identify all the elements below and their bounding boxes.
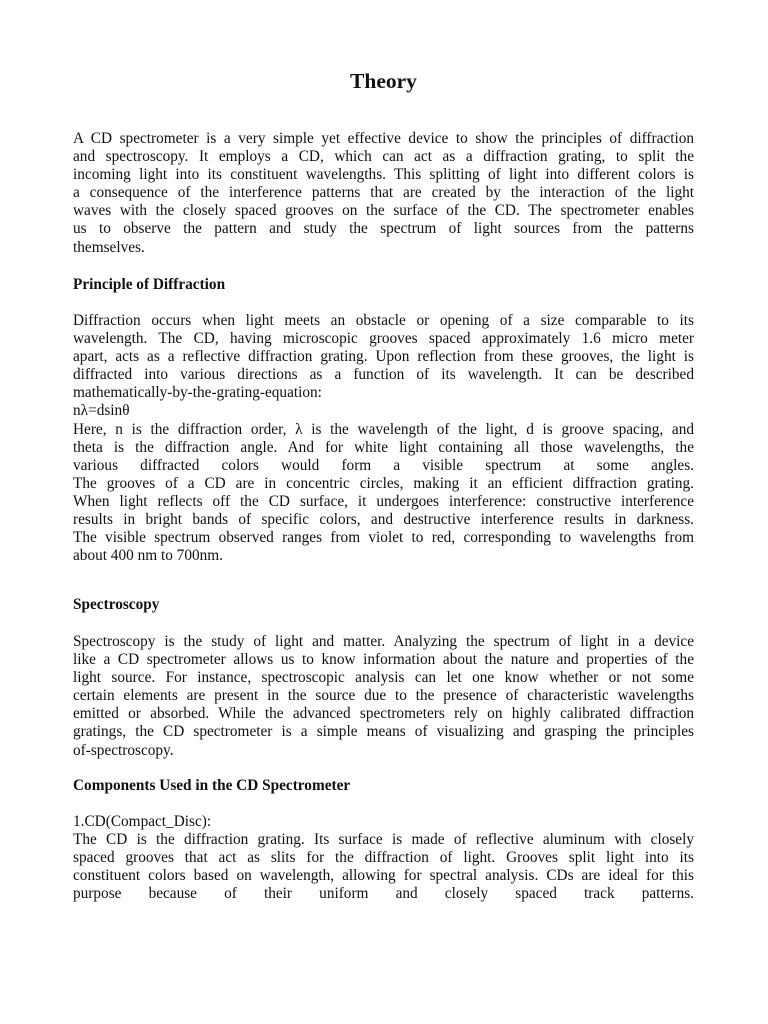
diffraction-line: results in bright bands of specific colors, and destructive interference results in darkness. — [73, 511, 694, 529]
intro-line: themselves. — [73, 238, 145, 256]
spectroscopy-line: certain elements are present in the source due to the presence of characteristic wavelengths — [73, 687, 694, 705]
spectroscopy-line: Spectroscopy is the study of light and matter. Analyzing the spectrum of light in a device — [73, 633, 694, 650]
diffraction-line: apart, acts as a reflective diffraction grating. Upon reflection from these grooves, the light is — [73, 348, 694, 366]
diffraction-line: When light reflects off the CD surface, it undergoes interference: constructive interference — [73, 492, 694, 510]
intro-line: waves with the closely spaced grooves on the surface of the CD. The spectrometer enables — [73, 202, 694, 220]
diffraction-line: theta is the diffraction angle. And for white light containing all those wavelengths, the — [73, 438, 694, 456]
spectroscopy-paragraph — [73, 633, 694, 760]
component-line: spaced grooves that act as slits for the diffraction of light. Grooves split light into its — [73, 849, 694, 867]
intro-line: A CD spectrometer is a very simple yet effective device to show the principles of diffraction — [73, 130, 694, 147]
section-heading-diffraction: Principle of Diffraction — [73, 276, 226, 293]
spectroscopy-line: of-spectroscopy. — [73, 741, 174, 759]
grating-equation: nλ=dsinθ — [73, 402, 130, 420]
diffraction-line: diffracted into various directions as a function of its wavelength. It can be described — [73, 366, 694, 384]
spectroscopy-line: gratings, the CD spectrometer is a simple means of visualizing and grasping the principles — [73, 723, 694, 741]
page-title: Theory — [350, 69, 417, 93]
section-heading-spectroscopy: Spectroscopy — [73, 596, 160, 613]
intro-line: and spectroscopy. It employs a CD, which can act as a diffraction grating, to split the — [73, 148, 694, 166]
intro-paragraph — [73, 130, 694, 257]
components-paragraph — [73, 813, 694, 903]
section-heading-components: Components Used in the CD Spectrometer — [73, 777, 351, 794]
diffraction-line: wavelength. The CD, having microscopic grooves spaced approximately 1.6 micro meter — [73, 330, 694, 348]
spectroscopy-line: light source. For instance, spectroscopic analysis can let one know whether or not some — [73, 669, 694, 687]
diffraction-line: mathematically-by-the-grating-equation: — [73, 384, 322, 402]
diffraction-paragraph — [73, 312, 694, 565]
component-line: constituent colors based on wavelength, allowing for spectral analysis. CDs are ideal for this — [73, 867, 694, 885]
diffraction-line: Diffraction occurs when light meets an obstacle or opening of a size comparable to its — [73, 312, 694, 329]
diffraction-line: The grooves of a CD are in concentric circles, making it an efficient diffraction grating. — [73, 474, 694, 492]
intro-line: us to observe the pattern and study the spectrum of light sources from the patterns — [73, 220, 694, 238]
component-item-label: 1.CD(Compact_Disc): — [73, 813, 212, 830]
diffraction-line: Here, n is the diffraction order, λ is the wavelength of the light, d is groove spacing, and — [73, 420, 694, 438]
diffraction-line: about 400 nm to 700nm. — [73, 547, 223, 565]
component-line: purpose because of their uniform and closely spaced track patterns. — [73, 885, 694, 903]
component-line: The CD is the diffraction grating. Its surface is made of reflective aluminum with closely — [73, 831, 694, 849]
diffraction-line: various diffracted colors would form a visible spectrum at some angles. — [73, 456, 694, 474]
spectroscopy-line: like a CD spectrometer allows us to know information about the nature and properties of the — [73, 651, 694, 669]
intro-line: a consequence of the interference patterns that are created by the interaction of the light — [73, 184, 694, 202]
spectroscopy-line: emitted or absorbed. While the advanced spectrometers rely on highly calibrated diffraction — [73, 705, 694, 723]
intro-line: incoming light into its constituent wavelengths. This splitting of light into different colors is — [73, 166, 694, 184]
diffraction-line: The visible spectrum observed ranges from violet to red, corresponding to wavelengths from — [73, 529, 694, 547]
